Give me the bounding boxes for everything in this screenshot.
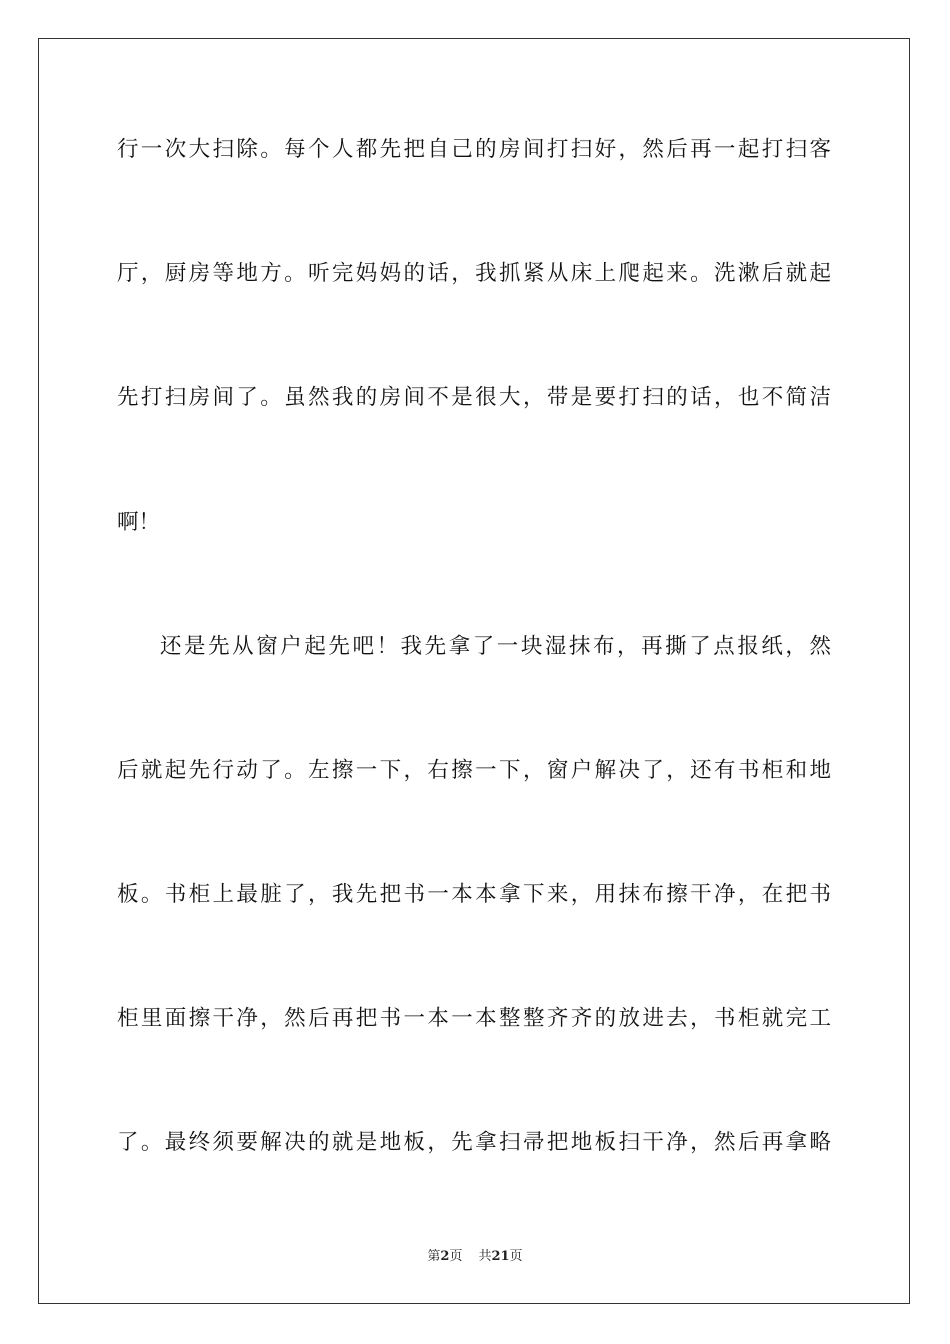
paragraph-1-line-4: 啊！ bbox=[117, 510, 161, 535]
page-prefix: 第 bbox=[427, 1249, 441, 1264]
paragraph-2-line-2: 后就起先行动了。左擦一下，右擦一下，窗户解决了，还有书柜和地 bbox=[117, 758, 831, 783]
page-footer bbox=[0, 1248, 950, 1266]
page-frame bbox=[38, 38, 910, 1304]
paragraph-1-line-3: 先打扫房间了。虽然我的房间不是很大，带是要打扫的话，也不简洁 bbox=[117, 385, 831, 410]
paragraph-2-line-4: 柜里面擦干净，然后再把书一本一本整整齐齐的放进去，书柜就完工 bbox=[117, 1006, 831, 1031]
total-suffix: 页 bbox=[509, 1249, 523, 1264]
paragraph-1-line-2: 厅，厨房等地方。听完妈妈的话，我抓紧从床上爬起来。洗漱后就起 bbox=[117, 261, 831, 286]
total-pages: 21 bbox=[491, 1249, 510, 1264]
page-number: 2 bbox=[440, 1249, 450, 1264]
paragraph-1-line-1: 行一次大扫除。每个人都先把自己的房间打扫好，然后再一起打扫客 bbox=[117, 137, 831, 162]
page-suffix: 页 bbox=[449, 1249, 463, 1264]
paragraph-2-line-3: 板。书柜上最脏了，我先把书一本本拿下来，用抹布擦干净，在把书 bbox=[117, 882, 831, 907]
total-prefix: 共 bbox=[478, 1249, 492, 1264]
paragraph-2-line-1: 还是先从窗户起先吧！我先拿了一块湿抹布，再撕了点报纸，然 bbox=[160, 634, 831, 659]
paragraph-2-line-5: 了。最终须要解决的就是地板，先拿扫帚把地板扫干净，然后再拿略 bbox=[117, 1130, 831, 1155]
